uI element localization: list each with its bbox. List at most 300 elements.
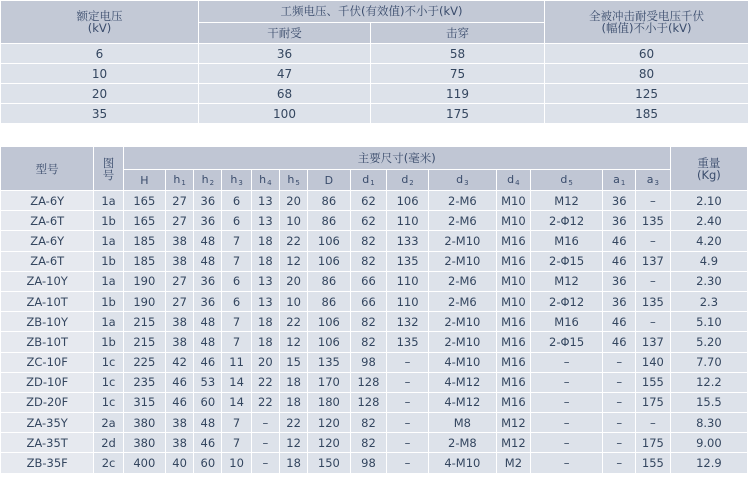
dimension-cell: 1b <box>94 291 123 311</box>
dimension-cell: 38 <box>166 231 194 251</box>
impulse-unit: (幅值)不小于(kV) <box>601 21 692 35</box>
dimension-cell: 185 <box>123 251 165 271</box>
dimension-cell: 106 <box>308 251 350 271</box>
voltage-cell: 100 <box>199 104 371 124</box>
dim-col-symbol: d <box>401 173 409 186</box>
dimension-cell: 165 <box>123 191 165 211</box>
dimension-cell: 48 <box>194 231 222 251</box>
dimension-cell: 38 <box>166 413 194 433</box>
dimension-cell: 120 <box>308 413 350 433</box>
dimension-cell: 135 <box>636 211 671 231</box>
dimension-cell: – <box>603 392 636 412</box>
dimension-row <box>1 271 748 291</box>
dimension-cell: 2.3 <box>670 291 747 311</box>
dimension-cell: 120 <box>308 433 350 453</box>
dim-col-header <box>166 170 194 191</box>
dimension-cell: 5.10 <box>670 312 747 332</box>
dimension-cell: 22 <box>251 392 279 412</box>
dimension-cell: 6 <box>222 271 251 291</box>
dimension-cell: 2a <box>94 413 123 433</box>
dimension-cell: 86 <box>308 271 350 291</box>
dimension-cell: M16 <box>497 372 531 392</box>
dimension-cell: 48 <box>194 251 222 271</box>
dimension-cell: M16 <box>497 352 531 372</box>
dimension-cell: 36 <box>603 191 636 211</box>
dimension-cell: 2-M10 <box>428 332 496 352</box>
dim-col-subscript: 1 <box>370 179 375 187</box>
dimension-cell: M16 <box>497 332 531 352</box>
dimension-cell: 36 <box>194 271 222 291</box>
dimension-cell: 86 <box>308 191 350 211</box>
dimension-cell: 46 <box>194 352 222 372</box>
dimension-cell: 53 <box>194 372 222 392</box>
dim-col-symbol: h <box>287 173 295 186</box>
dimension-cell: 4.9 <box>670 251 747 271</box>
dimension-cell: 11 <box>222 352 251 372</box>
dimension-cell: 110 <box>387 211 428 231</box>
dimension-cell: M8 <box>428 413 496 433</box>
dim-col-symbol: h <box>201 173 209 186</box>
dimension-cell: 170 <box>308 372 350 392</box>
dim-col-symbol: d <box>560 173 568 186</box>
dimension-cell: 46 <box>194 433 222 453</box>
dim-col-symbol: a <box>613 173 620 186</box>
model-cell: ZA-6Y <box>1 191 94 211</box>
dimension-cell: M16 <box>497 312 531 332</box>
dimension-cell: 98 <box>350 453 387 473</box>
dimension-cell: 46 <box>166 392 194 412</box>
dimension-cell: 46 <box>166 372 194 392</box>
dimension-cell: 106 <box>308 332 350 352</box>
dimension-table <box>0 146 748 474</box>
dimension-cell: 190 <box>123 291 165 311</box>
dim-col-subscript: 2 <box>409 179 414 187</box>
dimension-cell: 140 <box>636 352 671 372</box>
dim-col-subscript: 3 <box>464 179 469 187</box>
dimension-cell: 48 <box>194 312 222 332</box>
impulse-label: 全被冲击耐受电压千伏 <box>589 9 705 23</box>
impulse-header <box>545 1 749 44</box>
dimension-cell: 106 <box>308 312 350 332</box>
dimension-cell: 2-M8 <box>428 433 496 453</box>
dimension-cell: 7 <box>222 413 251 433</box>
dimension-cell: 1c <box>94 372 123 392</box>
dimension-cell: – <box>603 413 636 433</box>
dimension-cell: 82 <box>350 332 387 352</box>
dimension-cell: M12 <box>530 271 603 291</box>
dim-col-symbol: d <box>362 173 370 186</box>
dimension-cell: 22 <box>279 231 307 251</box>
dimension-cell: 2c <box>94 453 123 473</box>
dimension-cell: 1a <box>94 191 123 211</box>
dim-col-subscript: 3 <box>654 179 659 187</box>
dimension-cell: 2-M10 <box>428 312 496 332</box>
model-cell: ZA-6Y <box>1 231 94 251</box>
dimension-cell: 2-Φ15 <box>530 251 603 271</box>
dimension-cell: 98 <box>350 352 387 372</box>
dimension-cell: M10 <box>497 211 531 231</box>
dimension-cell: 13 <box>251 211 279 231</box>
dimension-cell: – <box>387 352 428 372</box>
dimension-cell: 175 <box>636 433 671 453</box>
dimension-cell: 10 <box>279 291 307 311</box>
dimension-cell: 46 <box>603 251 636 271</box>
dimension-cell: 1b <box>94 332 123 352</box>
dimension-cell: 20 <box>279 191 307 211</box>
main-dims-header: 主要尺寸(毫米) <box>123 147 670 170</box>
dimension-cell: 1b <box>94 211 123 231</box>
dim-col-subscript: 2 <box>209 179 215 187</box>
dimension-cell: – <box>387 433 428 453</box>
dimension-cell: 315 <box>123 392 165 412</box>
dimension-cell: 82 <box>350 413 387 433</box>
dimension-cell: 7 <box>222 251 251 271</box>
dimension-cell: 155 <box>636 372 671 392</box>
dimension-cell: 4-M10 <box>428 352 496 372</box>
dimension-cell: 400 <box>123 453 165 473</box>
voltage-cell: 80 <box>545 64 749 84</box>
dim-col-symbol: d <box>456 173 464 186</box>
dimension-cell: 46 <box>603 332 636 352</box>
dimension-cell: 2-M6 <box>428 211 496 231</box>
voltage-cell: 75 <box>371 64 545 84</box>
dimension-row <box>1 453 748 473</box>
dimension-cell: – <box>387 372 428 392</box>
dimension-cell: – <box>636 191 671 211</box>
figure-header <box>94 147 123 191</box>
voltage-cell: 35 <box>1 104 199 124</box>
dimension-cell: 150 <box>308 453 350 473</box>
dimension-cell: 1b <box>94 251 123 271</box>
dim-col-subscript: 1 <box>620 179 626 187</box>
dimension-cell: M12 <box>497 433 531 453</box>
dim-col-symbol: H <box>140 173 149 187</box>
dimension-cell: 13 <box>251 271 279 291</box>
dimension-cell: 135 <box>308 352 350 372</box>
model-cell: ZA-6T <box>1 251 94 271</box>
dimension-cell: 2-Φ12 <box>530 291 603 311</box>
dimension-cell: 36 <box>194 211 222 231</box>
dimension-cell: 135 <box>387 251 428 271</box>
dimension-cell: – <box>603 433 636 453</box>
dimension-cell: 215 <box>123 332 165 352</box>
dimension-cell: 4-M12 <box>428 372 496 392</box>
dimension-cell: 7 <box>222 231 251 251</box>
dimension-cell: – <box>530 453 603 473</box>
dimension-cell: 40 <box>166 453 194 473</box>
dimension-cell: 235 <box>123 372 165 392</box>
dimension-cell: – <box>530 433 603 453</box>
dimension-cell: 155 <box>636 453 671 473</box>
dimension-cell: 27 <box>166 291 194 311</box>
dim-col-subscript: 1 <box>181 179 186 187</box>
model-cell: ZD-20F <box>1 392 94 412</box>
dim-col-header <box>603 170 636 191</box>
dimension-cell: 66 <box>350 291 387 311</box>
dimension-cell: – <box>530 392 603 412</box>
dimension-cell: 20 <box>279 271 307 291</box>
dimension-cell: 165 <box>123 211 165 231</box>
voltage-cell: 60 <box>545 44 749 64</box>
voltage-row <box>1 44 749 64</box>
dimension-cell: 66 <box>350 271 387 291</box>
dimension-cell: – <box>387 413 428 433</box>
dimension-cell: 38 <box>166 312 194 332</box>
dimension-cell: 110 <box>387 271 428 291</box>
dimension-cell: 215 <box>123 312 165 332</box>
rated-voltage-header <box>1 1 199 44</box>
dimension-cell: 82 <box>350 251 387 271</box>
dimension-cell: 62 <box>350 211 387 231</box>
dimension-row <box>1 251 748 271</box>
voltage-cell: 119 <box>371 84 545 104</box>
dimension-cell: 8.30 <box>670 413 747 433</box>
dim-col-symbol: h <box>230 173 238 186</box>
voltage-row <box>1 84 749 104</box>
rated-voltage-unit: (kV) <box>87 21 112 35</box>
dimension-cell: 110 <box>387 291 428 311</box>
dimension-cell: 27 <box>166 271 194 291</box>
dimension-cell: 18 <box>279 453 307 473</box>
dimension-cell: 36 <box>194 191 222 211</box>
weight-label: 重量 <box>697 155 721 170</box>
dimension-cell: 132 <box>387 312 428 332</box>
dimension-cell: 48 <box>194 332 222 352</box>
model-cell: ZB-10Y <box>1 312 94 332</box>
dim-col-header <box>251 170 279 191</box>
dimension-cell: 22 <box>279 312 307 332</box>
dim-col-header <box>279 170 307 191</box>
dimension-cell: – <box>636 312 671 332</box>
dimension-cell: 2-M10 <box>428 231 496 251</box>
dimension-cell: 4.20 <box>670 231 747 251</box>
dimension-cell: M16 <box>530 231 603 251</box>
dimension-row <box>1 372 748 392</box>
dim-col-subscript: 4 <box>515 179 520 187</box>
voltage-table-body <box>1 44 749 124</box>
dimension-cell: 137 <box>636 332 671 352</box>
dimension-cell: M12 <box>497 413 531 433</box>
dimension-cell: 18 <box>279 372 307 392</box>
dimension-cell: 18 <box>251 251 279 271</box>
dimension-cell: 18 <box>251 312 279 332</box>
dimension-cell: 1c <box>94 392 123 412</box>
dimension-cell: 46 <box>603 231 636 251</box>
dimension-cell: M16 <box>530 312 603 332</box>
dimension-cell: 15 <box>279 352 307 372</box>
dimension-cell: 62 <box>350 191 387 211</box>
dimension-cell: 36 <box>603 291 636 311</box>
dimension-cell: M16 <box>497 392 531 412</box>
dimension-cell: M16 <box>497 231 531 251</box>
dimension-cell: 18 <box>251 231 279 251</box>
voltage-cell: 6 <box>1 44 199 64</box>
dim-col-header <box>636 170 671 191</box>
dimension-cell: – <box>251 433 279 453</box>
figure-header-text: 图号 <box>102 155 115 182</box>
dimension-row <box>1 413 748 433</box>
dim-col-subscript: 3 <box>238 179 243 187</box>
dimension-cell: 86 <box>308 291 350 311</box>
dimension-cell: 60 <box>194 453 222 473</box>
power-freq-header: 工频电压、千伏(有效值)不小于(kV) <box>199 1 545 23</box>
dimension-cell: 135 <box>387 332 428 352</box>
dimension-cell: 128 <box>350 392 387 412</box>
dimension-cell: – <box>636 413 671 433</box>
weight-unit: (Kg) <box>696 167 721 182</box>
dimension-cell: 14 <box>222 392 251 412</box>
dimension-cell: M10 <box>497 191 531 211</box>
dimension-cell: 6 <box>222 291 251 311</box>
voltage-cell: 36 <box>199 44 371 64</box>
model-cell: ZA-6T <box>1 211 94 231</box>
dim-col-subscript: 5 <box>295 179 300 187</box>
dimension-cell: 1a <box>94 312 123 332</box>
dimension-cell: 13 <box>251 291 279 311</box>
dim-col-header <box>194 170 222 191</box>
dim-col-symbol: a <box>646 173 654 186</box>
dimension-cell: 22 <box>279 413 307 433</box>
model-cell: ZC-10F <box>1 352 94 372</box>
dimension-cell: M12 <box>530 191 603 211</box>
breakdown-header: 击穿 <box>371 23 545 44</box>
dimension-cell: 82 <box>350 231 387 251</box>
dimension-cell: – <box>530 413 603 433</box>
model-cell: ZB-35F <box>1 453 94 473</box>
dimension-cell: 7.70 <box>670 352 747 372</box>
voltage-table <box>0 0 749 124</box>
dimension-cell: 7 <box>222 433 251 453</box>
model-cell: ZA-35Y <box>1 413 94 433</box>
dimension-cell: – <box>636 231 671 251</box>
dimension-cell: 18 <box>279 392 307 412</box>
dimension-cell: 86 <box>308 211 350 231</box>
dimension-cell: 4-M10 <box>428 453 496 473</box>
dimension-cell: 180 <box>308 392 350 412</box>
dimension-cell: 135 <box>636 291 671 311</box>
dimension-cell: 82 <box>350 312 387 332</box>
voltage-cell: 125 <box>545 84 749 104</box>
dimension-cell: 10 <box>279 211 307 231</box>
model-cell: ZA-35T <box>1 433 94 453</box>
model-cell: ZA-10Y <box>1 271 94 291</box>
dimension-cell: 175 <box>636 392 671 412</box>
voltage-cell: 58 <box>371 44 545 64</box>
dimension-cell: 13 <box>251 191 279 211</box>
voltage-cell: 47 <box>199 64 371 84</box>
dimension-cell: 14 <box>222 372 251 392</box>
dimension-cell: 20 <box>251 352 279 372</box>
dimension-row <box>1 433 748 453</box>
dimension-cell: – <box>251 413 279 433</box>
dim-col-header <box>497 170 531 191</box>
dimension-cell: 6 <box>222 191 251 211</box>
dimension-cell: 1a <box>94 231 123 251</box>
dimension-cell: – <box>603 372 636 392</box>
dimension-cell: 12.2 <box>670 372 747 392</box>
dim-col-symbol: d <box>507 173 515 186</box>
dimension-cell: 380 <box>123 413 165 433</box>
dimension-cell: 137 <box>636 251 671 271</box>
dimension-cell: – <box>636 271 671 291</box>
dimension-cell: 36 <box>603 271 636 291</box>
dimension-row <box>1 332 748 352</box>
rated-voltage-label: 额定电压 <box>76 9 123 23</box>
dimension-cell: – <box>530 372 603 392</box>
dimension-cell: 48 <box>194 413 222 433</box>
dimension-cell: 38 <box>166 433 194 453</box>
dimension-cell: 185 <box>123 231 165 251</box>
dimension-cell: 1c <box>94 352 123 372</box>
dimension-cell: 5.20 <box>670 332 747 352</box>
dim-col-header <box>387 170 428 191</box>
dimension-cell: – <box>387 453 428 473</box>
dimension-cell: 18 <box>251 332 279 352</box>
dimension-cell: 2-M6 <box>428 291 496 311</box>
dim-col-header <box>123 170 165 191</box>
dimension-cell: 46 <box>603 312 636 332</box>
dimension-cell: M10 <box>497 271 531 291</box>
model-cell: ZB-10T <box>1 332 94 352</box>
dimension-cell: – <box>387 392 428 412</box>
dimension-cell: 38 <box>166 251 194 271</box>
dimension-cell: 133 <box>387 231 428 251</box>
dimension-cell: 27 <box>166 211 194 231</box>
dimension-cell: 38 <box>166 332 194 352</box>
dim-col-header <box>530 170 603 191</box>
dry-withstand-header: 干耐受 <box>199 23 371 44</box>
dimension-row <box>1 211 748 231</box>
dimension-cell: 82 <box>350 433 387 453</box>
weight-header <box>670 147 747 191</box>
dimension-cell: 9.00 <box>670 433 747 453</box>
dimension-cell: 60 <box>194 392 222 412</box>
dimension-cell: 4-M12 <box>428 392 496 412</box>
dimension-cell: 12 <box>279 433 307 453</box>
model-cell: ZA-10T <box>1 291 94 311</box>
dim-col-subscript: 5 <box>568 179 573 187</box>
dimension-cell: 6 <box>222 211 251 231</box>
dimension-cell: 1a <box>94 271 123 291</box>
dimension-row <box>1 352 748 372</box>
voltage-row <box>1 64 749 84</box>
dimension-cell: 7 <box>222 312 251 332</box>
dimension-cell: M10 <box>497 291 531 311</box>
dim-col-header <box>222 170 251 191</box>
dimension-cell: 2d <box>94 433 123 453</box>
dimension-cell: 36 <box>194 291 222 311</box>
dim-col-subscript: 4 <box>267 179 272 187</box>
dim-col-header <box>428 170 496 191</box>
dimension-cell: 2.30 <box>670 271 747 291</box>
dimension-row <box>1 191 748 211</box>
dimension-cell: 2-M6 <box>428 271 496 291</box>
dim-col-header <box>308 170 350 191</box>
dimension-cell: 106 <box>387 191 428 211</box>
model-header: 型号 <box>1 147 94 191</box>
dimension-cell: 2-Φ15 <box>530 332 603 352</box>
dim-col-symbol: h <box>173 173 181 186</box>
dimension-cell: – <box>603 352 636 372</box>
dimension-cell: 2-M10 <box>428 251 496 271</box>
dimension-cell: 225 <box>123 352 165 372</box>
dimension-cell: 2-M6 <box>428 191 496 211</box>
dimension-table-body <box>1 191 748 474</box>
dimension-cell: 380 <box>123 433 165 453</box>
dimension-cell: 2.40 <box>670 211 747 231</box>
dimension-cell: 128 <box>350 372 387 392</box>
dimension-cell: 10 <box>222 453 251 473</box>
